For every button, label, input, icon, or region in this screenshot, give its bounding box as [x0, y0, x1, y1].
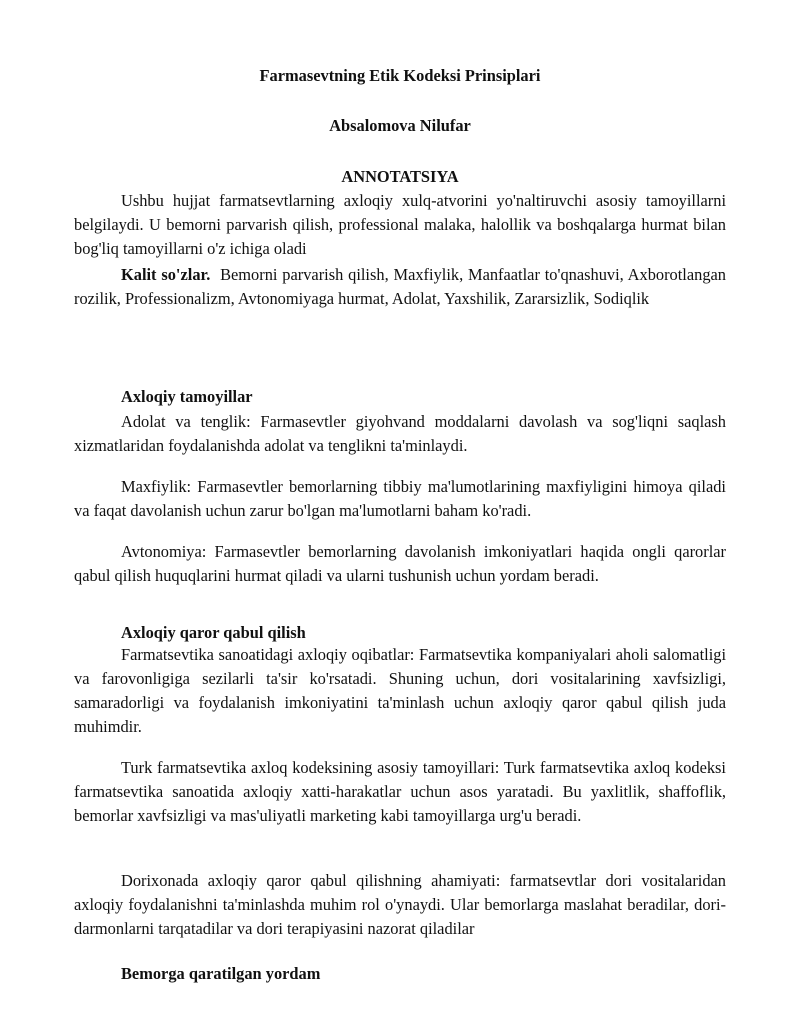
keywords-text: Bemorni parvarish qilish, Maxfiylik, Manfaatlar to'qnashuvi, Axborotlangan rozilik, Professionalizm, Avtonomiyaga hurmat, Adolat, Yaxshilik, Zararsizlik, Sodiqlik — [74, 265, 726, 308]
paragraph-turkish-code: Turk farmatsevtika axloq kodeksining asosiy tamoyillari: Turk farmatsevtika axloq kodeksi farmatsevtika sanoatida axloqiy xatti-harakatlar uchun asos yaratadi. Bu yaxlitlik, shaffoflik, bemorlar xavfsizligi va mas'uliyatli marketing kabi tamoyillarga urg'u beradi. — [74, 758, 726, 825]
annotation-heading: ANNOTATSIYA — [341, 167, 459, 186]
paragraph-autonomy: Avtonomiya: Farmasevtler bemorlarning davolanish imkoniyatlari haqida ongli qarorlar qabul qilish huquqlarini hurmat qiladi va ularni tushunish uchun yordam beradi. — [74, 542, 726, 585]
paragraph-justice: Adolat va tenglik: Farmasevtler giyohvand moddalarni davolash va sog'liqni saqlash xizmatlaridan foydalanishda adolat va tenglikni ta'minlaydi. — [74, 412, 726, 455]
annotation-paragraph: Ushbu hujjat farmatsevtlarning axloqiy xulq-atvorini yo'naltiruvchi asosiy tamoyillarni belgilaydi. U bemorni parvarish qilish, professional malaka, halollik va boshqalarga hurmat bilan bog'liq tamoyillarni o'z ichiga oladi — [74, 191, 726, 258]
section-heading-ethical-decision: Axloqiy qaror qabul qilish — [121, 623, 306, 642]
paragraph-industry-consequences: Farmatsevtika sanoatidagi axloqiy oqibatlar: Farmatsevtika kompaniyalari aholi salomatligi va farovonligiga sezilarli ta'sir ko'rsatadi. Shuning uchun, dori vositalarining xavfsizligi, samaradorligi va foydalanish imkoniyatini ta'minlash uchun axloqiy qaror qabul qilish juda muhimdir. — [74, 645, 726, 736]
document-author: Absalomova Nilufar — [329, 116, 471, 135]
keywords-paragraph — [74, 263, 726, 311]
paragraph-pharmacy-importance: Dorixonada axloqiy qaror qabul qilishning ahamiyati: farmatsevtlar dori vositalaridan axloqiy foydalanishni ta'minlashda muhim rol o'ynaydi. Ular bemorlarga maslahat beradilar, dori-darmonlarni tarqatadilar va dori terapiyasini nazorat qiladilar — [74, 871, 726, 938]
keywords-label: Kalit so'zlar. — [121, 265, 211, 284]
paragraph-confidentiality: Maxfiylik: Farmasevtler bemorlarning tibbiy ma'lumotlarining maxfiyligini himoya qiladi va faqat davolanish uchun zarur bo'lgan ma'lumotlarni baham ko'radi. — [74, 477, 726, 520]
section-heading-patient-care: Bemorga qaratilgan yordam — [121, 964, 321, 983]
section-heading-ethical-principles: Axloqiy tamoyillar — [121, 387, 253, 406]
document-title: Farmasevtning Etik Kodeksi Prinsiplari — [259, 66, 541, 85]
